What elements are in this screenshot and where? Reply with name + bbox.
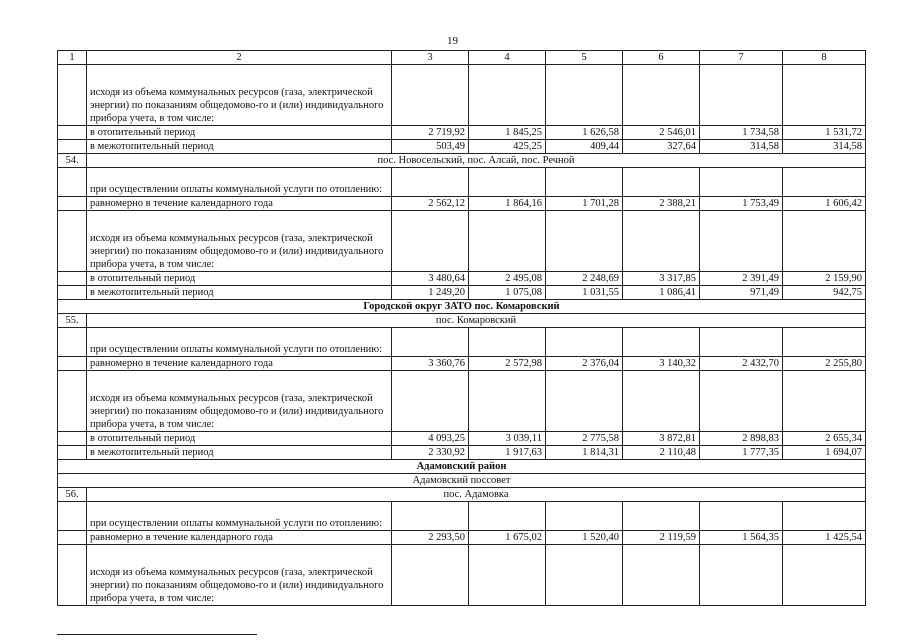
header-cell: 6 bbox=[623, 51, 700, 65]
table-body bbox=[58, 51, 866, 606]
value-cell: 2 119,59 bbox=[623, 531, 700, 545]
table-row bbox=[58, 211, 866, 272]
row-label: в межотопительный период bbox=[87, 286, 392, 300]
empty-cell bbox=[469, 168, 546, 197]
value-cell: 1 753,49 bbox=[700, 197, 783, 211]
row-label: в межотопительный период bbox=[87, 140, 392, 154]
district-heading: Адамовский район bbox=[58, 460, 866, 474]
table-row bbox=[58, 488, 866, 502]
row-number bbox=[58, 197, 87, 211]
row-number bbox=[58, 168, 87, 197]
empty-cell bbox=[700, 371, 783, 432]
locality-name: пос. Комаровский bbox=[87, 314, 866, 328]
value-cell: 2 572,98 bbox=[469, 357, 546, 371]
header-cell: 5 bbox=[546, 51, 623, 65]
row-label: равномерно в течение календарного года bbox=[87, 197, 392, 211]
row-number bbox=[58, 272, 87, 286]
table-row bbox=[58, 531, 866, 545]
row-number bbox=[58, 545, 87, 606]
header-cell: 1 bbox=[58, 51, 87, 65]
empty-cell bbox=[783, 502, 866, 531]
table-row bbox=[58, 328, 866, 357]
row-number bbox=[58, 286, 87, 300]
value-cell: 2 110,48 bbox=[623, 446, 700, 460]
value-cell: 942,75 bbox=[783, 286, 866, 300]
table-row bbox=[58, 474, 866, 488]
value-cell: 1 675,02 bbox=[469, 531, 546, 545]
table-row bbox=[58, 371, 866, 432]
value-cell: 1 917,63 bbox=[469, 446, 546, 460]
value-cell: 2 719,92 bbox=[392, 126, 469, 140]
table-row bbox=[58, 460, 866, 474]
value-cell: 2 546,01 bbox=[623, 126, 700, 140]
empty-cell bbox=[623, 168, 700, 197]
row-label: равномерно в течение календарного года bbox=[87, 531, 392, 545]
row-number bbox=[58, 328, 87, 357]
table-row bbox=[58, 126, 866, 140]
value-cell: 1 777,35 bbox=[700, 446, 783, 460]
empty-cell bbox=[392, 211, 469, 272]
value-cell: 1 531,72 bbox=[783, 126, 866, 140]
table-row bbox=[58, 154, 866, 168]
empty-cell bbox=[546, 371, 623, 432]
value-cell: 314,58 bbox=[700, 140, 783, 154]
empty-cell bbox=[783, 545, 866, 606]
row-number bbox=[58, 65, 87, 126]
empty-cell bbox=[546, 168, 623, 197]
value-cell: 2 293,50 bbox=[392, 531, 469, 545]
row-number: 56. bbox=[58, 488, 87, 502]
value-cell: 1 701,28 bbox=[546, 197, 623, 211]
value-cell: 1 626,58 bbox=[546, 126, 623, 140]
empty-cell bbox=[783, 371, 866, 432]
value-cell: 1 694,07 bbox=[783, 446, 866, 460]
value-cell: 1 564,35 bbox=[700, 531, 783, 545]
value-cell: 1 031,55 bbox=[546, 286, 623, 300]
row-label: в межотопительный период bbox=[87, 446, 392, 460]
empty-cell bbox=[700, 211, 783, 272]
empty-cell bbox=[700, 65, 783, 126]
row-number bbox=[58, 531, 87, 545]
value-cell: 1 520,40 bbox=[546, 531, 623, 545]
value-cell: 1 425,54 bbox=[783, 531, 866, 545]
tariff-table bbox=[57, 50, 866, 606]
value-cell: 3 317,85 bbox=[623, 272, 700, 286]
value-cell: 3 360,76 bbox=[392, 357, 469, 371]
value-cell: 503,49 bbox=[392, 140, 469, 154]
value-cell: 1 864,16 bbox=[469, 197, 546, 211]
row-number bbox=[58, 432, 87, 446]
empty-cell bbox=[783, 168, 866, 197]
value-cell: 2 655,34 bbox=[783, 432, 866, 446]
table-row bbox=[58, 357, 866, 371]
header-cell: 4 bbox=[469, 51, 546, 65]
empty-cell bbox=[469, 328, 546, 357]
row-number bbox=[58, 502, 87, 531]
row-description: исходя из объема коммунальных ресурсов (газа, электрической энергии) по показаниям общедомово-го и (или) индивидуального прибора учета, в том числе: bbox=[87, 65, 392, 126]
table-row bbox=[58, 432, 866, 446]
table-row bbox=[58, 197, 866, 211]
empty-cell bbox=[546, 545, 623, 606]
empty-cell bbox=[700, 328, 783, 357]
empty-cell bbox=[469, 211, 546, 272]
value-cell: 3 140,32 bbox=[623, 357, 700, 371]
table-row bbox=[58, 545, 866, 606]
table-row bbox=[58, 286, 866, 300]
value-cell: 1 734,58 bbox=[700, 126, 783, 140]
row-label: в отопительный период bbox=[87, 272, 392, 286]
value-cell: 1 086,41 bbox=[623, 286, 700, 300]
district-heading: Городской округ ЗАТО пос. Комаровский bbox=[58, 300, 866, 314]
empty-cell bbox=[623, 545, 700, 606]
page-number: 19 bbox=[447, 35, 458, 47]
row-description: исходя из объема коммунальных ресурсов (газа, электрической энергии) по показаниям общедомово-го и (или) индивидуального прибора учета, в том числе: bbox=[87, 545, 392, 606]
empty-cell bbox=[783, 328, 866, 357]
empty-cell bbox=[546, 211, 623, 272]
value-cell: 3 480,64 bbox=[392, 272, 469, 286]
table-row bbox=[58, 65, 866, 126]
value-cell: 2 248,69 bbox=[546, 272, 623, 286]
row-description: при осуществлении оплаты коммунальной услуги по отоплению: bbox=[87, 502, 392, 531]
locality-name: пос. Новосельский, пос. Алсай, пос. Речной bbox=[87, 154, 866, 168]
value-cell: 314,58 bbox=[783, 140, 866, 154]
value-cell: 409,44 bbox=[546, 140, 623, 154]
empty-cell bbox=[700, 545, 783, 606]
value-cell: 3 039,11 bbox=[469, 432, 546, 446]
row-description: исходя из объема коммунальных ресурсов (газа, электрической энергии) по показаниям общедомово-го и (или) индивидуального прибора учета, в том числе: bbox=[87, 211, 392, 272]
table-row bbox=[58, 168, 866, 197]
value-cell: 1 845,25 bbox=[469, 126, 546, 140]
value-cell: 2 376,04 bbox=[546, 357, 623, 371]
value-cell: 3 872,81 bbox=[623, 432, 700, 446]
empty-cell bbox=[546, 65, 623, 126]
empty-cell bbox=[469, 65, 546, 126]
row-number: 54. bbox=[58, 154, 87, 168]
value-cell: 2 432,70 bbox=[700, 357, 783, 371]
empty-cell bbox=[392, 168, 469, 197]
table-row bbox=[58, 300, 866, 314]
row-number bbox=[58, 211, 87, 272]
row-number: 55. bbox=[58, 314, 87, 328]
value-cell: 327,64 bbox=[623, 140, 700, 154]
value-cell: 2 330,92 bbox=[392, 446, 469, 460]
value-cell: 1 814,31 bbox=[546, 446, 623, 460]
table-row bbox=[58, 446, 866, 460]
header-cell: 7 bbox=[700, 51, 783, 65]
empty-cell bbox=[392, 502, 469, 531]
row-number bbox=[58, 371, 87, 432]
empty-cell bbox=[700, 168, 783, 197]
value-cell: 2 391,49 bbox=[700, 272, 783, 286]
header-cell: 8 bbox=[783, 51, 866, 65]
empty-cell bbox=[783, 65, 866, 126]
empty-cell bbox=[623, 328, 700, 357]
empty-cell bbox=[469, 371, 546, 432]
row-label: в отопительный период bbox=[87, 432, 392, 446]
empty-cell bbox=[469, 502, 546, 531]
value-cell: 1 606,42 bbox=[783, 197, 866, 211]
subdistrict-heading: Адамовский поссовет bbox=[58, 474, 866, 488]
row-label: равномерно в течение календарного года bbox=[87, 357, 392, 371]
empty-cell bbox=[623, 65, 700, 126]
header-cell: 2 bbox=[87, 51, 392, 65]
row-number bbox=[58, 357, 87, 371]
row-description: исходя из объема коммунальных ресурсов (газа, электрической энергии) по показаниям общедомово-го и (или) индивидуального прибора учета, в том числе: bbox=[87, 371, 392, 432]
empty-cell bbox=[623, 211, 700, 272]
row-description: при осуществлении оплаты коммунальной услуги по отоплению: bbox=[87, 328, 392, 357]
value-cell: 971,49 bbox=[700, 286, 783, 300]
empty-cell bbox=[392, 371, 469, 432]
table-row bbox=[58, 314, 866, 328]
value-cell: 2 159,90 bbox=[783, 272, 866, 286]
row-number bbox=[58, 140, 87, 154]
row-label: в отопительный период bbox=[87, 126, 392, 140]
value-cell: 2 495,08 bbox=[469, 272, 546, 286]
empty-cell bbox=[392, 545, 469, 606]
value-cell: 2 388,21 bbox=[623, 197, 700, 211]
table-row bbox=[58, 140, 866, 154]
empty-cell bbox=[392, 65, 469, 126]
empty-cell bbox=[392, 328, 469, 357]
value-cell: 2 775,58 bbox=[546, 432, 623, 446]
row-number bbox=[58, 446, 87, 460]
footnote-rule bbox=[57, 634, 257, 635]
value-cell: 1 249,20 bbox=[392, 286, 469, 300]
value-cell: 2 898,83 bbox=[700, 432, 783, 446]
value-cell: 425,25 bbox=[469, 140, 546, 154]
row-description: при осуществлении оплаты коммунальной услуги по отоплению: bbox=[87, 168, 392, 197]
header-cell: 3 bbox=[392, 51, 469, 65]
empty-cell bbox=[546, 502, 623, 531]
header-row bbox=[58, 51, 866, 65]
locality-name: пос. Адамовка bbox=[87, 488, 866, 502]
empty-cell bbox=[700, 502, 783, 531]
empty-cell bbox=[469, 545, 546, 606]
empty-cell bbox=[623, 371, 700, 432]
table-row bbox=[58, 502, 866, 531]
table-row bbox=[58, 272, 866, 286]
value-cell: 2 255,80 bbox=[783, 357, 866, 371]
empty-cell bbox=[546, 328, 623, 357]
row-number bbox=[58, 126, 87, 140]
value-cell: 1 075,08 bbox=[469, 286, 546, 300]
value-cell: 4 093,25 bbox=[392, 432, 469, 446]
value-cell: 2 562,12 bbox=[392, 197, 469, 211]
empty-cell bbox=[623, 502, 700, 531]
empty-cell bbox=[783, 211, 866, 272]
